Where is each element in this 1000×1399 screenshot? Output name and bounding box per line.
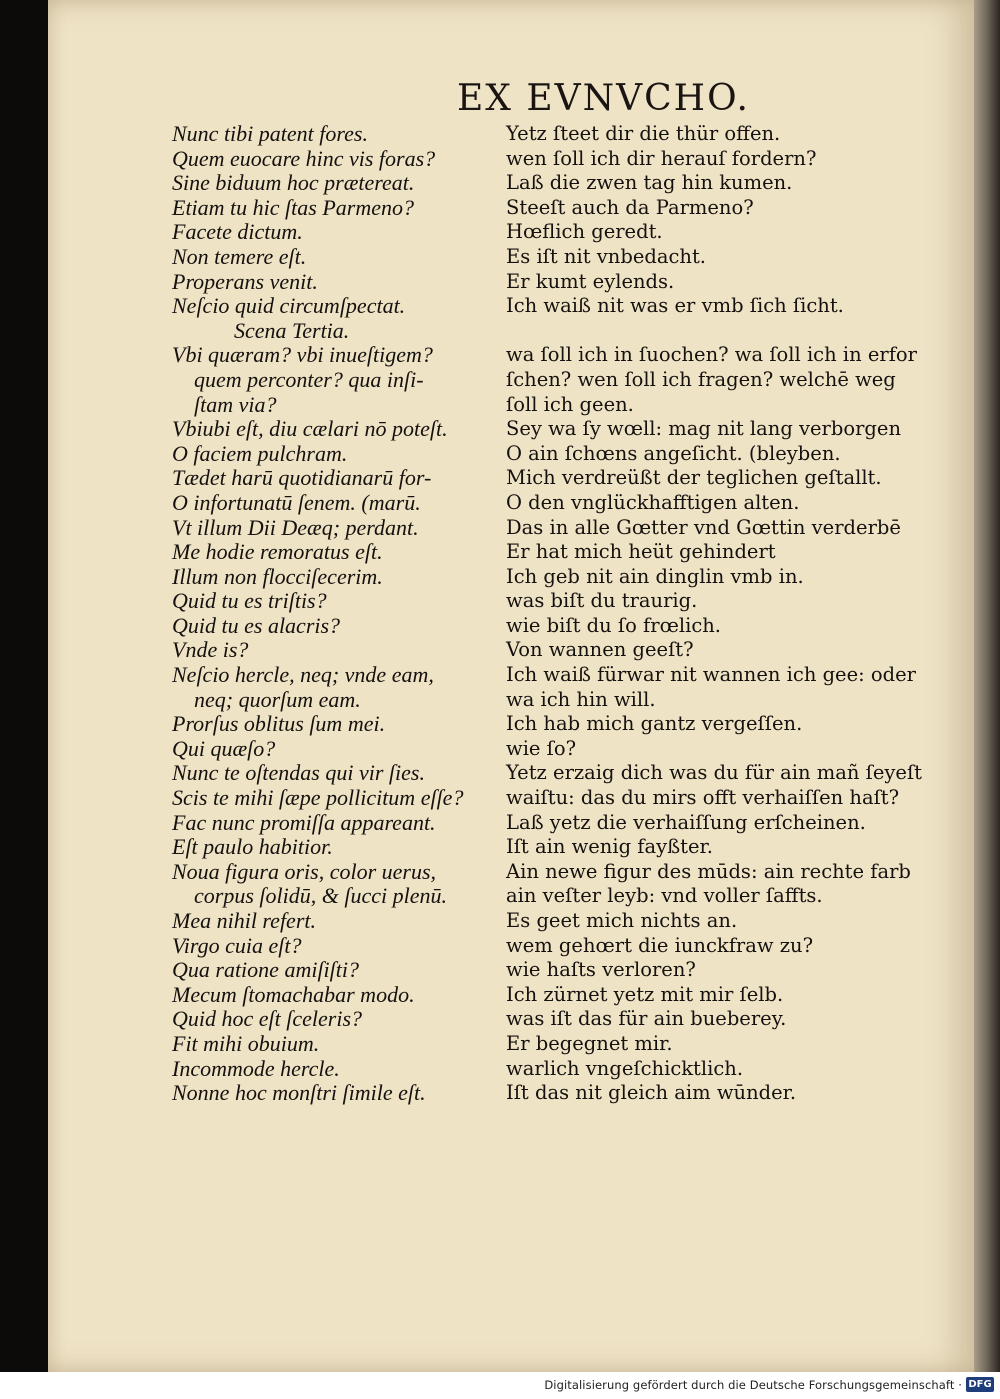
german-text-line: Iſt ain wenig fayßter. <box>506 835 713 859</box>
german-text-line: Hœflich geredt. <box>506 220 663 244</box>
latin-text-line: Fit mihi obuium. <box>172 1030 320 1056</box>
german-text-line: wie haſts verloren? <box>506 958 696 982</box>
latin-text-line: Facete dictum. <box>172 219 303 245</box>
latin-column <box>172 122 502 1106</box>
latin-text-line: corpus ſolidū, & ſucci plenū. <box>194 883 447 909</box>
german-text-line: Ich hab mich gantz vergeſſen. <box>506 712 803 736</box>
german-text-line: Ich waiß fürwar nit wannen ich gee: oder <box>506 663 916 687</box>
german-text-line: Er begegnet mir. <box>506 1031 673 1055</box>
german-text-line: Das in alle Gœtter vnd Gœttin verderbē <box>506 515 901 539</box>
footer-bar <box>0 1372 1000 1399</box>
german-text-line: wa ſoll ich in ſuochen? wa ſoll ich in erfor <box>506 343 917 367</box>
latin-text-line: Virgo cuia eſt? <box>172 932 302 958</box>
german-text-line: wen ſoll ich dir herauſ fordern? <box>506 146 817 170</box>
latin-text-line: Noua figura oris, color uerus, <box>172 858 437 884</box>
latin-text-line: Qui quæſo? <box>172 735 276 761</box>
german-text-line: waiſtu: das du mirs offt verhaiſſen haſt? <box>506 786 900 810</box>
german-text-line: O ain ſchœns angeſicht. (bleyben. <box>506 441 841 465</box>
latin-text-line: ſtam via? <box>194 391 277 417</box>
latin-text-line: Qua ratione amiſiſti? <box>172 957 359 983</box>
latin-text-line: Non temere eſt. <box>172 243 307 269</box>
funding-credit: Digitalisierung gefördert durch die Deutsche Forschungsgemeinschaft · <box>544 1378 962 1392</box>
latin-text-line: Fac nunc promiſſa appareant. <box>172 809 436 835</box>
german-text-line: wie biſt du ſo frœlich. <box>506 613 722 637</box>
latin-text-line: Quid tu es alacris? <box>172 612 341 638</box>
latin-text-line: Neſcio quid circumſpectat. <box>172 293 406 319</box>
latin-text-line: Nunc tibi patent fores. <box>172 121 368 146</box>
latin-text-line: Nunc te oſtendas qui vir ſies. <box>172 760 425 786</box>
german-text-line: warlich vngeſchicktlich. <box>506 1056 744 1080</box>
german-text-line: Sey wa ſy wœll: mag nit lang verborgen <box>506 417 902 441</box>
latin-text-line: Vt illum Dii Deæq; perdant. <box>172 514 419 540</box>
latin-text-line: quem perconter? qua inſi- <box>194 366 424 392</box>
german-column <box>506 122 946 1106</box>
german-text-line: Laß yetz die verhaiſſung erſcheinen. <box>506 810 866 834</box>
german-text-line: Ich geb nit ain dinglin vmb in. <box>506 564 804 588</box>
german-text-line: was iſt das für ain bueberey. <box>506 1007 787 1031</box>
german-text-line: wem gehœrt die iunckfraw zu? <box>506 933 814 957</box>
latin-text-line: Quid hoc eſt ſceleris? <box>172 1006 363 1032</box>
german-text-line <box>506 319 946 344</box>
page-edge <box>974 0 1000 1372</box>
german-text-line: Von wannen geeſt? <box>506 638 694 662</box>
german-text-line: wa ich hin will. <box>506 687 656 711</box>
latin-text-line: Neſcio hercle, neq; vnde eam, <box>172 662 434 688</box>
latin-text-line: Mea nihil refert. <box>172 908 316 933</box>
latin-text-line: neq; quorſum eam. <box>194 686 361 712</box>
german-text-line: was biſt du traurig. <box>506 589 698 613</box>
latin-text-line: O infortunatū ſenem. (marū. <box>172 489 421 515</box>
german-text-line: Er hat mich heüt gehindert <box>506 540 776 564</box>
german-text-line: Yetz erzaig dich was du für ain mañ ſeyeſt <box>506 761 923 785</box>
german-text-line: Es geet mich nichts an. <box>506 909 738 932</box>
latin-text-line: Quem euocare hinc vis foras? <box>172 145 436 171</box>
german-text-line: Yetz ſteet dir die thür offen. <box>506 122 781 145</box>
german-text-line: Steeſt auch da Parmeno? <box>506 195 754 219</box>
german-text-line: Mich verdreüßt der teglichen geſtallt. <box>506 466 882 490</box>
german-text-line: Er kumt eylends. <box>506 269 675 293</box>
german-text-line: ain veſter leyb: vnd voller ſaffts. <box>506 884 823 908</box>
german-text-line: Es iſt nit vnbedacht. <box>506 244 706 268</box>
german-text-line: Laß die zwen tag hin kumen. <box>506 171 793 195</box>
latin-text-line: Sine biduum hoc prætereat. <box>172 170 415 196</box>
latin-text-line: Scena Tertia. <box>234 317 350 343</box>
german-text-line: ſoll ich geen. <box>506 392 634 416</box>
latin-text-line: Scis te mihi ſæpe pollicitum eſſe? <box>172 785 464 811</box>
latin-text-line: Vnde is? <box>172 637 249 663</box>
dfg-logo: DFG <box>966 1377 994 1392</box>
latin-text-line: Quid tu es triſtis? <box>172 588 327 614</box>
latin-text-line: Vbiubi eſt, diu cælari nō poteſt. <box>172 416 448 442</box>
latin-text-line: Vbi quæram? vbi inueſtigem? <box>172 342 433 368</box>
german-text-line: Ich zürnet yetz mit mir ſelb. <box>506 982 784 1006</box>
latin-text-line: Incommode hercle. <box>172 1055 340 1081</box>
latin-text-line: Properans venit. <box>172 268 318 294</box>
german-text-line: ſchen? wen ſoll ich fragen? welchē weg <box>506 367 896 391</box>
page-header: EX EVNVCHO. <box>457 78 750 119</box>
german-text-line: Ich waiß nit was er vmb ſich ſicht. <box>506 294 844 318</box>
latin-text-line: Me hodie remoratus eſt. <box>172 539 383 565</box>
latin-text-line: Mecum ſtomachabar modo. <box>172 981 415 1007</box>
german-text-line: Iſt das nit gleich aim wūnder. <box>506 1081 797 1105</box>
latin-text-line: Eſt paulo habitior. <box>172 834 333 860</box>
latin-text-line: Tædet harū quotidianarū for- <box>172 465 432 491</box>
german-text-line: Ain newe figur des mūds: ain rechte farb <box>506 859 911 883</box>
german-text-line: wie ſo? <box>506 736 577 760</box>
latin-text-line: Etiam tu hic ſtas Parmeno? <box>172 194 414 220</box>
german-text-line: O den vnglückhafftigen alten. <box>506 490 800 514</box>
latin-text-line: Nonne hoc monſtri ſimile eſt. <box>172 1080 426 1106</box>
latin-text-line: Prorſus oblitus ſum mei. <box>172 711 386 737</box>
latin-text-line: O faciem pulchram. <box>172 440 348 466</box>
latin-text-line: Illum non flocciſecerim. <box>172 563 383 589</box>
